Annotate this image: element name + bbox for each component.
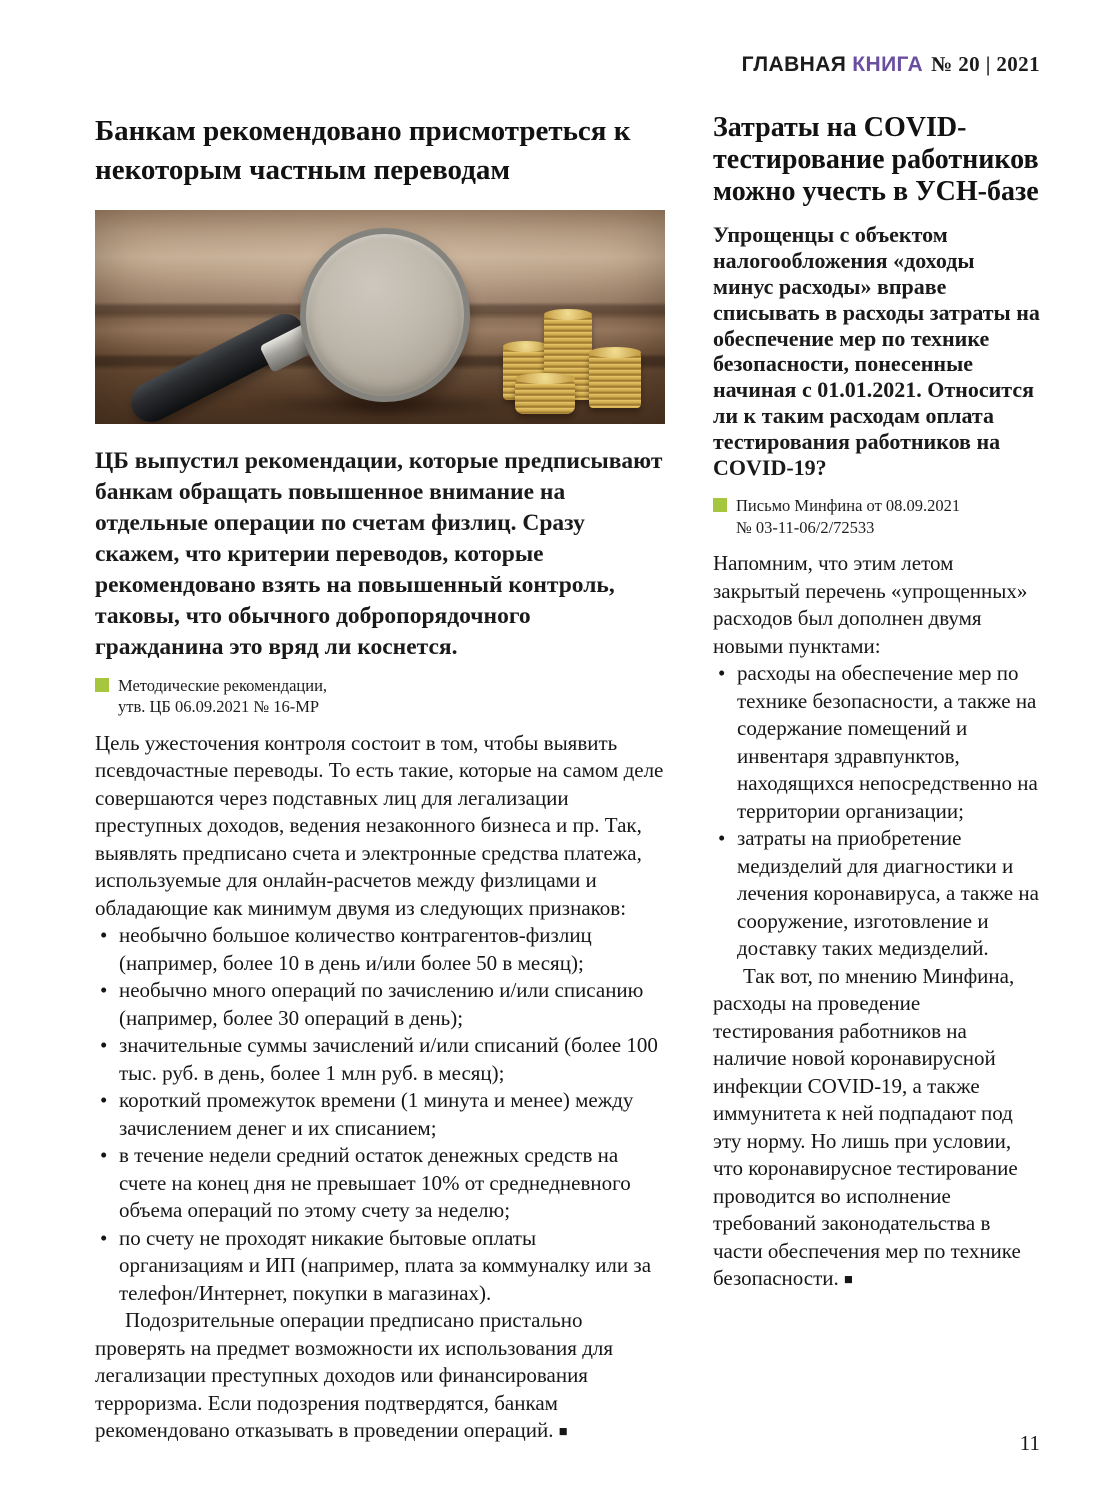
left-body-intro: Цель ужесточения контроля состоит в том, чтобы выявить псевдочастные переводы. То есть такие, которые на самом деле совершаются через подставных лиц для легализации преступных доходов, ведения незаконного бизнеса и пр. Так, выявлять предписано счета и электронные средства платежа, используемые для онлайн-расчетов между физлицами и обладающие как минимум двумя из следующих признаков: bbox=[95, 730, 664, 920]
source-line: Письмо Минфина от 08.09.2021 bbox=[736, 496, 961, 516]
right-article-body bbox=[713, 550, 1040, 1293]
article-end-marker: ■ bbox=[844, 1272, 853, 1289]
left-article-title: Банкам рекомендовано присмотреться к некоторым частным переводам bbox=[95, 115, 631, 186]
coin-stack bbox=[515, 378, 575, 414]
right-body-closing bbox=[713, 963, 1040, 1293]
left-article-body bbox=[95, 730, 665, 1445]
source-line: № 03-11-06/2/72533 bbox=[736, 517, 875, 537]
right-article bbox=[713, 112, 1040, 1445]
right-article-source bbox=[713, 495, 1040, 538]
article-end-marker: ■ bbox=[558, 1424, 568, 1441]
right-article-title: Затраты на COVID-тестирование работников можно учесть в УСН-базе bbox=[713, 112, 1039, 207]
masthead-brand-second-word: КНИГА bbox=[852, 53, 924, 76]
left-article-source bbox=[95, 675, 665, 718]
source-marker-icon bbox=[95, 678, 109, 692]
masthead bbox=[742, 52, 1040, 77]
list-item: • расходы на обеспечение мер по технике безопасности, а также на содержание помещений и инвентаря здравпунктов, находящихся непосредственно на территории организации; bbox=[713, 660, 1040, 825]
page-number: 11 bbox=[1019, 1431, 1040, 1455]
closing-text: Так вот, по мнению Минфина, расходы на проведение тестирования работников на наличие новой коронавирусной инфекции COVID-19, а также иммунитета к ней подпадают под эту норму. Но лишь при условии, что коронавирусное тестирование проводится во исполнение требований законодательства в части обеспечения мер по технике безопасности. bbox=[713, 963, 1021, 1291]
list-item: • в течение недели средний остаток денежных средств на счете на конец дня не превышает 10% от среднедневного объема операций по этому счету за неделю; bbox=[95, 1142, 665, 1225]
right-body-intro: Напомним, что этим летом закрытый перечень «упрощенных» расходов был дополнен двумя новыми пунктами: bbox=[713, 551, 1028, 658]
source-marker-icon bbox=[713, 498, 727, 512]
two-column-layout bbox=[95, 112, 1040, 1445]
left-bullet-list bbox=[95, 922, 665, 1307]
right-article-source-text bbox=[736, 495, 960, 538]
masthead-issue-number: № 20 | 2021 bbox=[931, 52, 1040, 76]
source-line: утв. ЦБ 06.09.2021 № 16-МР bbox=[118, 697, 320, 717]
list-item: • необычно большое количество контрагентов-физлиц (например, более 10 в день и/или более 50 в месяц); bbox=[95, 922, 665, 977]
magnifier-coins-photo bbox=[95, 210, 665, 424]
list-item: • необычно много операций по зачислению и/или списанию (например, более 30 операций в день); bbox=[95, 977, 665, 1032]
coin-stack bbox=[589, 352, 641, 408]
left-article bbox=[95, 112, 665, 1445]
list-item: • значительные суммы зачислений и/или списаний (более 100 тыс. руб. в день, более 1 млн руб. в месяц); bbox=[95, 1032, 665, 1087]
left-article-source-text bbox=[118, 675, 327, 718]
right-bullet-list bbox=[713, 660, 1040, 963]
list-item: • короткий промежуток времени (1 минута и менее) между зачислением денег и их списанием; bbox=[95, 1087, 665, 1142]
left-article-lead: ЦБ выпустил рекомендации, которые предписывают банкам обращать повышенное внимание на отдельные операции по счетам физлиц. Сразу скажем, что критерии переводов, которые рекомендовано взять на повышенный контроль, таковы, что обычного добропорядочного гражданина это вряд ли коснется. bbox=[95, 447, 663, 660]
masthead-brand-first-word: ГЛАВНАЯ bbox=[741, 53, 847, 76]
list-item: • затраты на приобретение медизделий для диагностики и лечения коронавируса, а также на сооружение, изготовление и доставку таких медизделий. bbox=[713, 825, 1040, 963]
closing-text: Подозрительные операции предписано пристально проверять на предмет возможности их использования для легализации преступных доходов или финансирования терроризма. Если подозрения подтвердятся, банкам рекомендовано отказывать в проведении операций. bbox=[95, 1308, 614, 1443]
right-article-lead: Упрощенцы с объектом налогообложения «доходы минус расходы» вправе списывать в расходы затраты на обеспечение мер по технике безопасности, понесенные начиная с 01.01.2021. Относится ли к таким расходам оплата тестирования работников на COVID-19? bbox=[713, 221, 1040, 481]
magnifying-glass-lens bbox=[300, 228, 470, 402]
left-body-closing bbox=[95, 1307, 665, 1445]
source-line: Методические рекомендации, bbox=[118, 675, 328, 695]
list-item: • по счету не проходят никакие бытовые оплаты организациям и ИП (например, плата за коммуналку или за телефон/Интернет, покупки в магазинах). bbox=[95, 1225, 665, 1308]
